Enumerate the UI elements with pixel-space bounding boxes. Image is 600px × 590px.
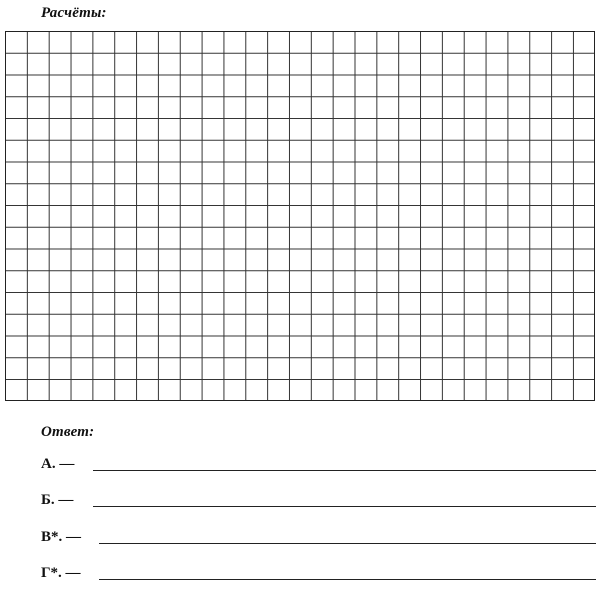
answer-line-b[interactable] [93, 506, 596, 507]
answer-line-c[interactable] [99, 543, 596, 544]
answer-label-a: А. — [41, 456, 75, 472]
answer-label-d: Г*. — [41, 565, 81, 581]
answer-line-a[interactable] [93, 470, 596, 471]
answer-row-a [41, 451, 596, 475]
answer-row-c [41, 524, 596, 548]
calculations-title: Расчёты: [41, 5, 107, 21]
answer-label-b: Б. — [41, 492, 74, 508]
answer-title: Ответ: [41, 424, 95, 440]
answer-line-d[interactable] [99, 579, 596, 580]
answer-row-d [41, 560, 596, 584]
answer-row-b [41, 487, 596, 511]
answer-label-c: В*. — [41, 529, 82, 545]
calculation-grid[interactable] [5, 31, 595, 401]
